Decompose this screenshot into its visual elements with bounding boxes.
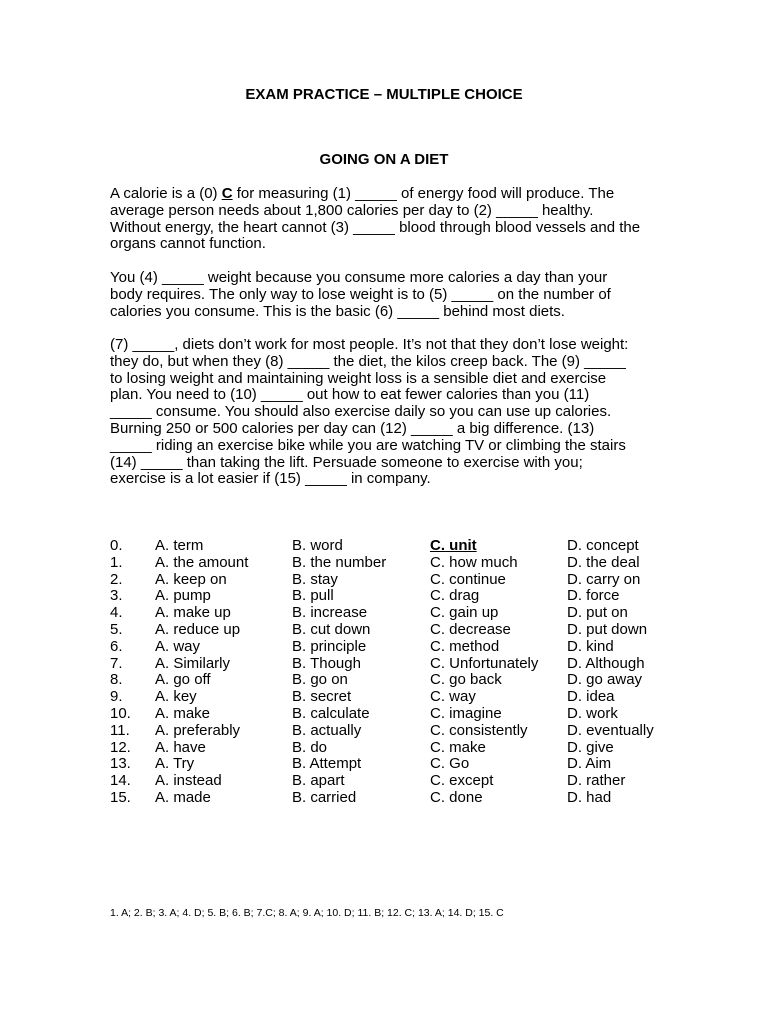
option-c: C. gain up: [430, 604, 499, 622]
passage-line: average person needs about 1,800 calories per day to (2) _____ healthy.: [110, 201, 594, 219]
passage-line: _____ riding an exercise bike while you are watching TV or climbing the stairs: [110, 436, 626, 454]
option-b: B. actually: [292, 721, 362, 739]
option-d: D. eventually: [567, 721, 654, 739]
example-answer: C: [221, 185, 233, 202]
option-c: C. drag: [430, 587, 480, 605]
option-b: B. Though: [292, 654, 361, 672]
option-b: B. cut down: [292, 620, 371, 638]
passage-line: Burning 250 or 500 calories per day can (12) _____ a big difference. (13): [110, 419, 595, 437]
option-d: D. concept: [567, 537, 639, 554]
option-c: C. continue: [430, 570, 506, 588]
passage-line: body requires. The only way to lose weight is to (5) _____ on the number of: [110, 285, 611, 303]
option-c: C. Go: [430, 755, 470, 773]
option-c: C. method: [430, 637, 500, 655]
option-d: D. rather: [567, 772, 626, 790]
passage-paragraph-2: [110, 270, 670, 320]
option-b: B. increase: [292, 604, 368, 622]
option-d: D. the deal: [567, 553, 640, 571]
option-d: D. force: [567, 587, 620, 605]
option-d: D. work: [567, 704, 618, 722]
passage-text: A calorie is a (0): [110, 185, 222, 202]
option-d: D. kind: [567, 637, 614, 655]
option-d: D. Aim: [567, 755, 612, 773]
option-d: D. carry on: [567, 570, 641, 588]
answer-key: 1. A; 2. B; 3. A; 4. D; 5. B; 6. B; 7.C; 8. A; 9. A; 10. D; 11. B; 12. C; 13. A; 14. D; 15. C: [110, 907, 504, 919]
option-d: D. had: [567, 788, 612, 806]
question-number: 4.: [110, 604, 123, 622]
option-b: B. word: [292, 537, 343, 554]
passage-paragraph-1: [110, 186, 670, 253]
option-a: A. reduce up: [155, 620, 241, 638]
option-a: A. make up: [155, 604, 231, 622]
question-number: 5.: [110, 620, 123, 638]
passage-line: You (4) _____ weight because you consume more calories a day than your: [110, 269, 608, 286]
option-a: A. keep on: [155, 570, 227, 588]
option-d: D. put on: [567, 604, 628, 622]
passage-line: [110, 186, 670, 203]
question-number: 9.: [110, 688, 123, 706]
option-c: C. imagine: [430, 704, 502, 722]
option-d: D. idea: [567, 688, 615, 706]
option-a: A. the amount: [155, 553, 249, 571]
option-a: A. made: [155, 788, 211, 806]
passage-paragraph-3: [110, 337, 670, 488]
option-a: A. preferably: [155, 721, 241, 739]
passage-line: they do, but when they (8) _____ the diet, the kilos creep back. The (9) _____: [110, 352, 626, 370]
option-c: C. go back: [430, 671, 502, 689]
question-number: 0.: [110, 537, 123, 554]
question-number: 11.: [110, 721, 130, 739]
passage-line: _____ consume. You should also exercise daily so you can use up calories.: [110, 403, 612, 421]
option-b: B. carried: [292, 788, 357, 806]
option-b: B. go on: [292, 671, 348, 689]
option-d: D. put down: [567, 620, 648, 638]
option-a: A. pump: [155, 587, 211, 605]
option-a: A. Try: [155, 755, 195, 773]
option-b: B. the number: [292, 553, 387, 571]
option-a: A. instead: [155, 772, 222, 790]
option-c: C. done: [430, 788, 483, 806]
option-c: C. Unfortunately: [430, 654, 539, 672]
option-c-correct: C. unit: [430, 537, 477, 554]
option-d: D. Although: [567, 654, 645, 672]
question-number: 15.: [110, 788, 131, 806]
option-a: A. term: [155, 537, 204, 554]
passage-line: plan. You need to (10) _____ out how to eat fewer calories than you (11): [110, 386, 590, 404]
option-a: A. key: [155, 688, 197, 706]
option-c: C. except: [430, 772, 494, 790]
question-number: 10.: [110, 704, 131, 722]
option-a: A. Similarly: [155, 654, 231, 672]
passage-line: (14) _____ than taking the lift. Persuade someone to exercise with you;: [110, 453, 583, 471]
option-b: B. pull: [292, 587, 334, 605]
passage-line: (7) _____, diets don’t work for most people. It’s not that they don’t lose weight:: [110, 336, 629, 353]
option-c: C. how much: [430, 553, 518, 571]
option-a: A. go off: [155, 671, 211, 689]
option-b: B. secret: [292, 688, 352, 706]
option-b: B. principle: [292, 637, 367, 655]
option-c: C. consistently: [430, 721, 528, 739]
question-number: 8.: [110, 671, 123, 689]
option-b: B. apart: [292, 772, 345, 790]
option-c: C. decrease: [430, 620, 511, 638]
question-number: 6.: [110, 637, 123, 655]
question-number: 2.: [110, 570, 123, 588]
question-number: 13.: [110, 755, 131, 773]
option-b: B. stay: [292, 570, 338, 588]
option-b: B. Attempt: [292, 755, 362, 773]
option-c: C. make: [430, 738, 486, 756]
option-a: A. make: [155, 704, 211, 722]
question-number: 14.: [110, 772, 131, 790]
option-d: D. go away: [567, 671, 643, 689]
option-b: B. do: [292, 738, 328, 756]
option-b: B. calculate: [292, 704, 370, 722]
question-number: 1.: [110, 553, 123, 571]
option-a: A. have: [155, 738, 206, 756]
passage-line: organs cannot function.: [110, 235, 266, 253]
passage-line: to losing weight and maintaining weight loss is a sensible diet and exercise: [110, 369, 607, 387]
page-title: EXAM PRACTICE – MULTIPLE CHOICE: [245, 86, 523, 103]
option-a: A. way: [155, 637, 201, 655]
passage-text: for measuring (1) _____ of energy food will produce. The: [232, 185, 615, 202]
option-c: C. way: [430, 688, 476, 706]
question-number: 12.: [110, 738, 131, 756]
option-d: D. give: [567, 738, 614, 756]
passage-title: GOING ON A DIET: [319, 151, 449, 168]
question-number: 3.: [110, 587, 123, 605]
question-number: 7.: [110, 654, 123, 672]
passage-line: calories you consume. This is the basic (6) _____ behind most diets.: [110, 302, 565, 320]
passage-line: exercise is a lot easier if (15) _____ in company.: [110, 470, 431, 488]
passage-line: Without energy, the heart cannot (3) _____ blood through blood vessels and the: [110, 218, 641, 236]
